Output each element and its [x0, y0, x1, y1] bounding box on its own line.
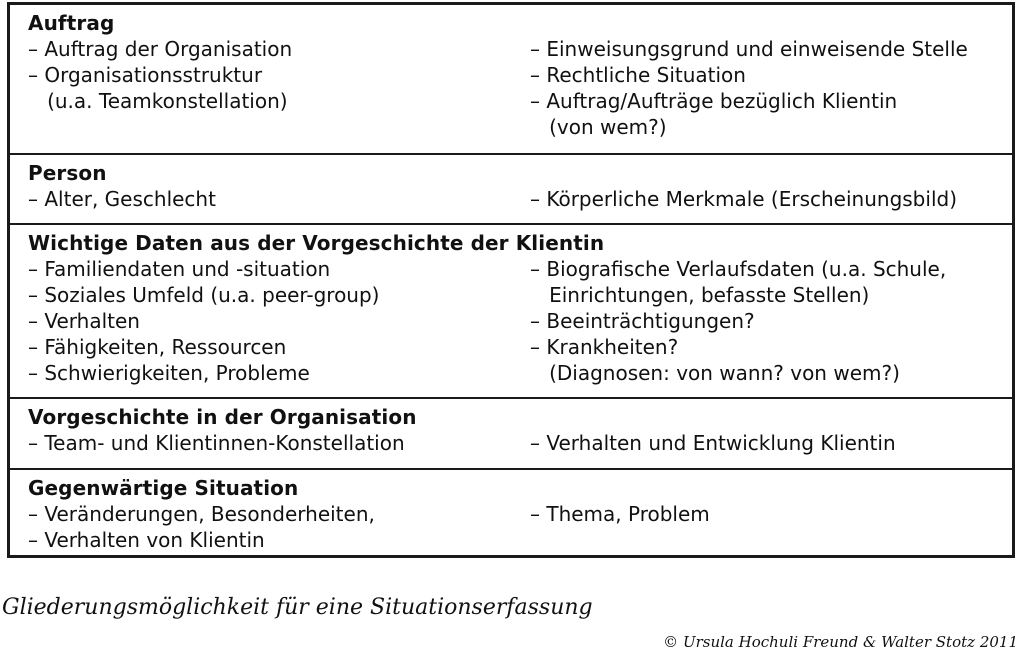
- section-left-column: [28, 186, 216, 212]
- list-item: – Rechtliche Situation: [530, 63, 746, 87]
- list-item: – Alter, Geschlecht: [28, 187, 216, 211]
- section-left-column: [28, 430, 405, 456]
- section-right-column: [530, 430, 896, 456]
- section-vorgeschichte-klientin: [10, 223, 1012, 397]
- section-title: Auftrag: [28, 11, 115, 35]
- list-item: – Verhalten und Entwicklung Klientin: [530, 431, 896, 455]
- list-item: (u.a. Teamkonstellation): [28, 89, 288, 113]
- section-vorgeschichte-organisation: [10, 397, 1012, 468]
- list-item: – Fähigkeiten, Ressourcen: [28, 335, 287, 359]
- section-left-column: [28, 256, 379, 386]
- section-left-column: [28, 501, 375, 553]
- figure-caption: Gliederungsmöglichkeit für eine Situationserfassung: [2, 595, 593, 620]
- list-item: – Einweisungsgrund und einweisende Stelle: [530, 37, 968, 61]
- list-item: – Beeinträchtigungen?: [530, 309, 755, 333]
- section-right-column: [530, 256, 946, 386]
- list-item: – Auftrag der Organisation: [28, 37, 293, 61]
- outline-table: [7, 2, 1015, 558]
- list-item: – Team- und Klientinnen-Konstellation: [28, 431, 405, 455]
- list-item: – Organisationsstruktur: [28, 63, 263, 87]
- section-right-column: [530, 186, 957, 212]
- list-item: – Körperliche Merkmale (Erscheinungsbild): [530, 187, 957, 211]
- section-title: Gegenwärtige Situation: [28, 476, 299, 500]
- list-item: Einrichtungen, befasste Stellen): [530, 283, 870, 307]
- list-item: – Krankheiten?: [530, 335, 679, 359]
- list-item: – Thema, Problem: [530, 502, 710, 526]
- list-item: – Veränderungen, Besonderheiten,: [28, 502, 375, 526]
- list-item: (von wem?): [530, 115, 667, 139]
- list-item: – Auftrag/Aufträge bezüglich Klientin: [530, 89, 898, 113]
- list-item: – Familiendaten und -situation: [28, 257, 331, 281]
- section-left-column: [28, 36, 292, 114]
- section-title: Person: [28, 161, 107, 185]
- section-title: Vorgeschichte in der Organisation: [28, 405, 417, 429]
- copyright-notice: © Ursula Hochuli Freund & Walter Stotz 2011: [663, 633, 1018, 651]
- list-item: – Verhalten von Klientin: [28, 528, 265, 552]
- section-gegenwaertige-situation: [10, 468, 1012, 555]
- section-right-column: [530, 501, 710, 527]
- list-item: – Schwierigkeiten, Probleme: [28, 361, 310, 385]
- list-item: – Biografische Verlaufsdaten (u.a. Schule,: [530, 257, 947, 281]
- section-person: [10, 153, 1012, 223]
- list-item: – Soziales Umfeld (u.a. peer-group): [28, 283, 380, 307]
- section-title: Wichtige Daten aus der Vorgeschichte der Klientin: [28, 231, 605, 255]
- list-item: (Diagnosen: von wann? von wem?): [530, 361, 900, 385]
- section-auftrag: [10, 5, 1012, 153]
- list-item: – Verhalten: [28, 309, 140, 333]
- section-right-column: [530, 36, 968, 140]
